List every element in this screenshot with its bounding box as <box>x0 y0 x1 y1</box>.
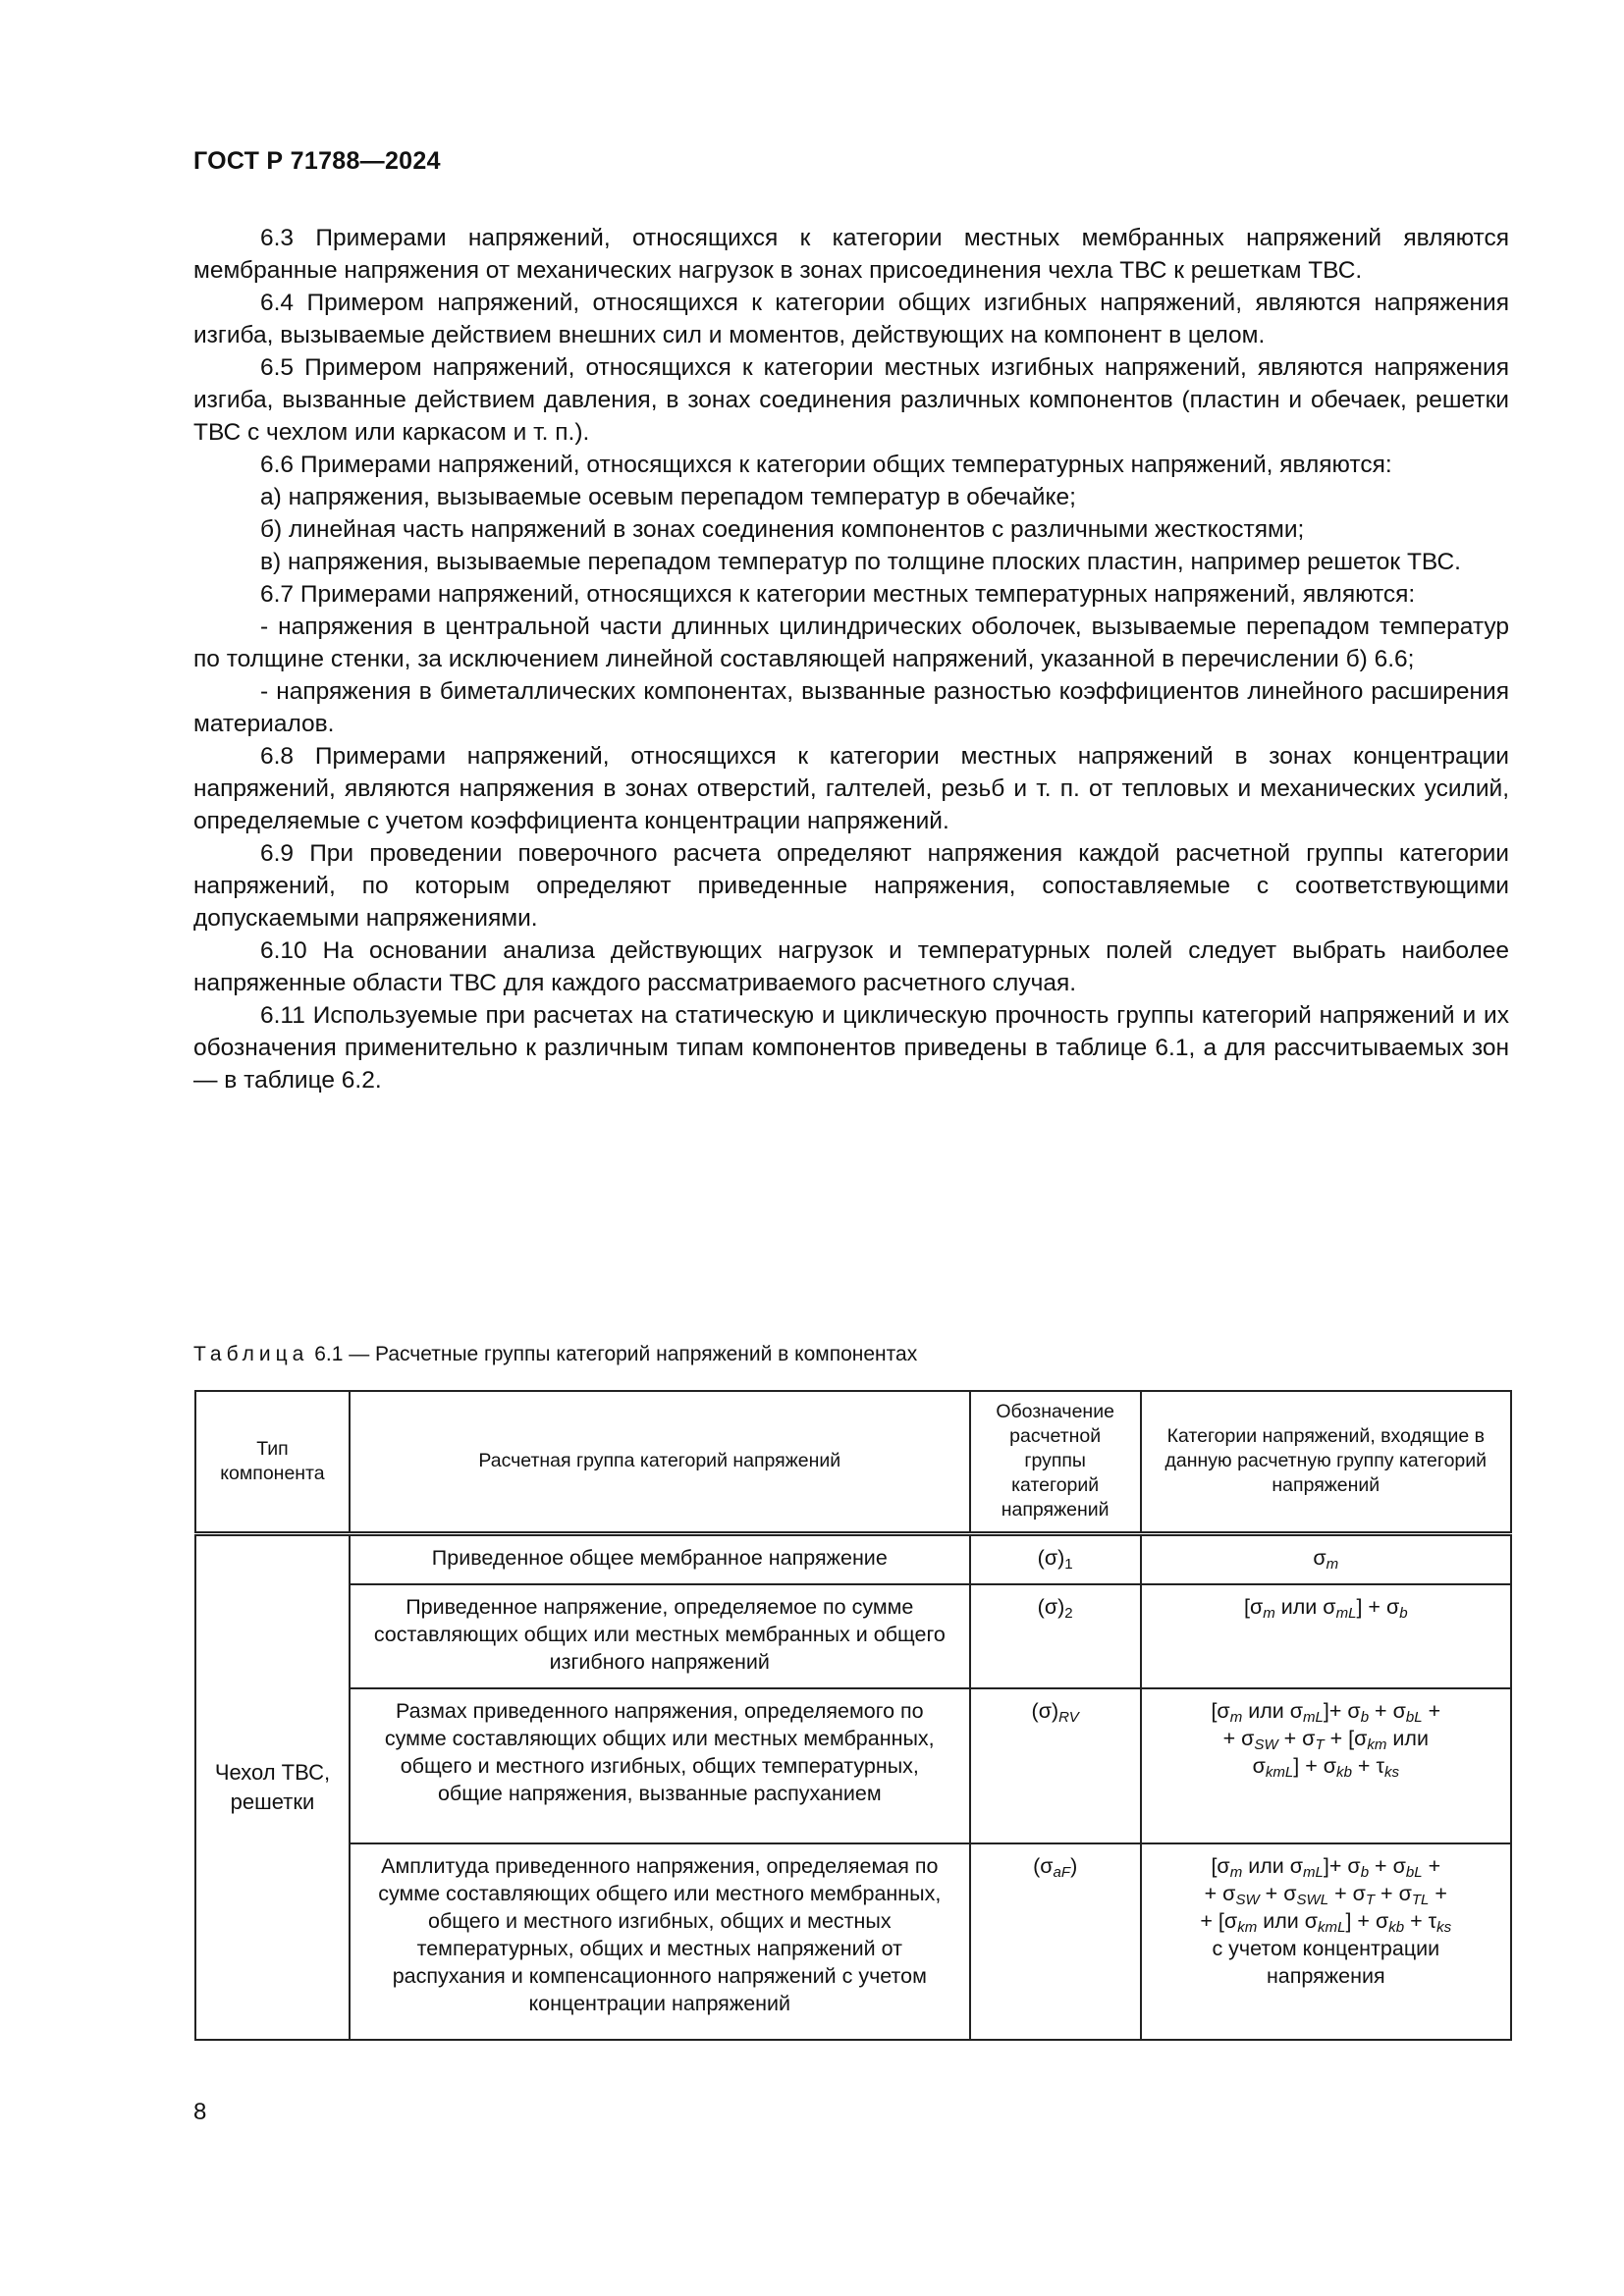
table-row <box>195 1688 1511 1843</box>
table-row <box>195 1533 1511 1584</box>
table-header-row <box>195 1391 1511 1533</box>
designation-cell: $(\sigma)_2$ <box>970 1584 1141 1688</box>
page-number: 8 <box>193 2099 207 2125</box>
table-caption <box>193 1343 917 1366</box>
list-item-dash-2: - напряжения в биметаллических компонентах, вызванные разностью коэффициентов линейного расширения материалов. <box>193 678 1509 737</box>
body-text <box>193 222 1509 1096</box>
table-caption-label: Таблица <box>193 1343 309 1365</box>
header-categories: Категории напряжений, входящие в данную расчетную группу категорий напряжений <box>1141 1391 1511 1533</box>
table-caption-text: 6.1 — Расчетные группы категорий напряжений в компонентах <box>314 1343 918 1365</box>
group-cell: Амплитуда приведенного напряжения, определяемая по сумме составляющих общего или местного мембранных, общего и местного изгибных, общих и местных температурных, общих и местных напряжений от распухания и компенсационного напряжений с учетом концентрации напряжений <box>350 1843 970 2040</box>
group-cell: Приведенное общее мембранное напряжение <box>350 1533 970 1584</box>
list-item-b: б) линейная часть напряжений в зонах соединения компонентов с различными жесткостями; <box>260 516 1305 543</box>
list-item-v: в) напряжения, вызываемые перепадом температур по толщине плоских пластин, например решеток ТВС. <box>260 549 1461 575</box>
paragraph-6-10: 6.10 На основании анализа действующих нагрузок и температурных полей следует выбрать наиболее напряженные области ТВС для каждого рассматриваемого расчетного случая. <box>193 937 1509 996</box>
header-stress-group: Расчетная группа категорий напряжений <box>350 1391 970 1533</box>
paragraph-6-9: 6.9 При проведении поверочного расчета определяют напряжения каждой расчетной группы категории напряжений, по которым определяют приведенные напряжения, сопоставляемые с соответствующими допускаемыми напряжениями. <box>193 840 1509 932</box>
header-designation: Обозначение расчетной группы категорий напряжений <box>970 1391 1141 1533</box>
table-row <box>195 1843 1511 2040</box>
header-component-type: Тип компонента <box>195 1391 350 1533</box>
paragraph-6-6: 6.6 Примерами напряжений, относящихся к категории общих температурных напряжений, являются: <box>260 452 1392 478</box>
designation-cell: $(\sigma)_{RV}$ <box>970 1688 1141 1843</box>
paragraph-6-3: 6.3 Примерами напряжений, относящихся к категории местных мембранных напряжений являются мембранные напряжения от механических нагрузок в зонах присоединения чехла ТВС к решеткам ТВС. <box>193 225 1509 284</box>
paragraph-6-8: 6.8 Примерами напряжений, относящихся к категории местных напряжений в зонах концентрации напряжений, являются напряжения в зонах отверстий, галтелей, резьб и т. п. от тепловых и механических усилий, определяемые с учетом коэффициента концентрации напряжений. <box>193 743 1509 834</box>
document-header: ГОСТ Р 71788—2024 <box>193 147 441 175</box>
designation-cell: $(\sigma_{aF})$ <box>970 1843 1141 2040</box>
categories-cell: [$\sigma_m$ или $\sigma_{mL}] + \sigma_b$ <box>1141 1584 1511 1688</box>
table-row <box>195 1584 1511 1688</box>
categories-cell: [$\sigma_m$ или $\sigma_{mL}]+ \sigma_b + \sigma_{bL}$ + + $\sigma_{SW} + \sigma_{SWL} + \sigma_T + \sigma_{TL}$ + + [$\sigma_{km}$ или $\sigma_{kmL}] + \sigma_{kb} + \tau_{ks}$ с учетом концентрации напряжения <box>1141 1843 1511 2040</box>
component-cell: Чехол ТВС, решетки <box>195 1533 350 2040</box>
categories-cell: $\sigma_m$ <box>1141 1533 1511 1584</box>
group-cell: Приведенное напряжение, определяемое по сумме составляющих общих или местных мембранных и общего изгибного напряжений <box>350 1584 970 1688</box>
categories-cell: [$\sigma_m$ или $\sigma_{mL}]+ \sigma_b + \sigma_{bL}$ + + $\sigma_{SW} + \sigma_T + [\sigma_{km}$ или $\sigma_{kmL}] + \sigma_{kb} + \tau_{ks}$ <box>1141 1688 1511 1843</box>
list-item-dash-1: - напряжения в центральной части длинных цилиндрических оболочек, вызываемые перепадом температур по толщине стенки, за исключением линейной составляющей напряжений, указанной в перечислении б) 6.6; <box>193 614 1509 672</box>
paragraph-6-4: 6.4 Примером напряжений, относящихся к категории общих изгибных напряжений, являются напряжения изгиба, вызываемые действием внешних сил и моментов, действующих на компонент в целом. <box>193 290 1509 348</box>
paragraph-6-5: 6.5 Примером напряжений, относящихся к категории местных изгибных напряжений, являются напряжения изгиба, вызванные действием давления, в зонах соединения различных компонентов (пластин и обечаек, решетки ТВС с чехлом или каркасом и т. п.). <box>193 354 1509 446</box>
paragraph-6-11: 6.11 Используемые при расчетах на статическую и циклическую прочность группы категорий напряжений и их обозначения применительно к различным типам компонентов приведены в таблице 6.1, а для рассчитываемых зон — в таблице 6.2. <box>193 1002 1509 1094</box>
list-item-a: а) напряжения, вызываемые осевым перепадом температур в обечайке; <box>260 484 1076 510</box>
paragraph-6-7: 6.7 Примерами напряжений, относящихся к категории местных температурных напряжений, являются: <box>260 581 1416 608</box>
group-cell: Размах приведенного напряжения, определяемого по сумме составляющих общих или местных мембранных, общего и местного изгибных, общих температурных, общие напряжения, вызванные распуханием <box>350 1688 970 1843</box>
designation-cell: $(\sigma)_1$ <box>970 1533 1141 1584</box>
stress-groups-table <box>194 1390 1512 2041</box>
